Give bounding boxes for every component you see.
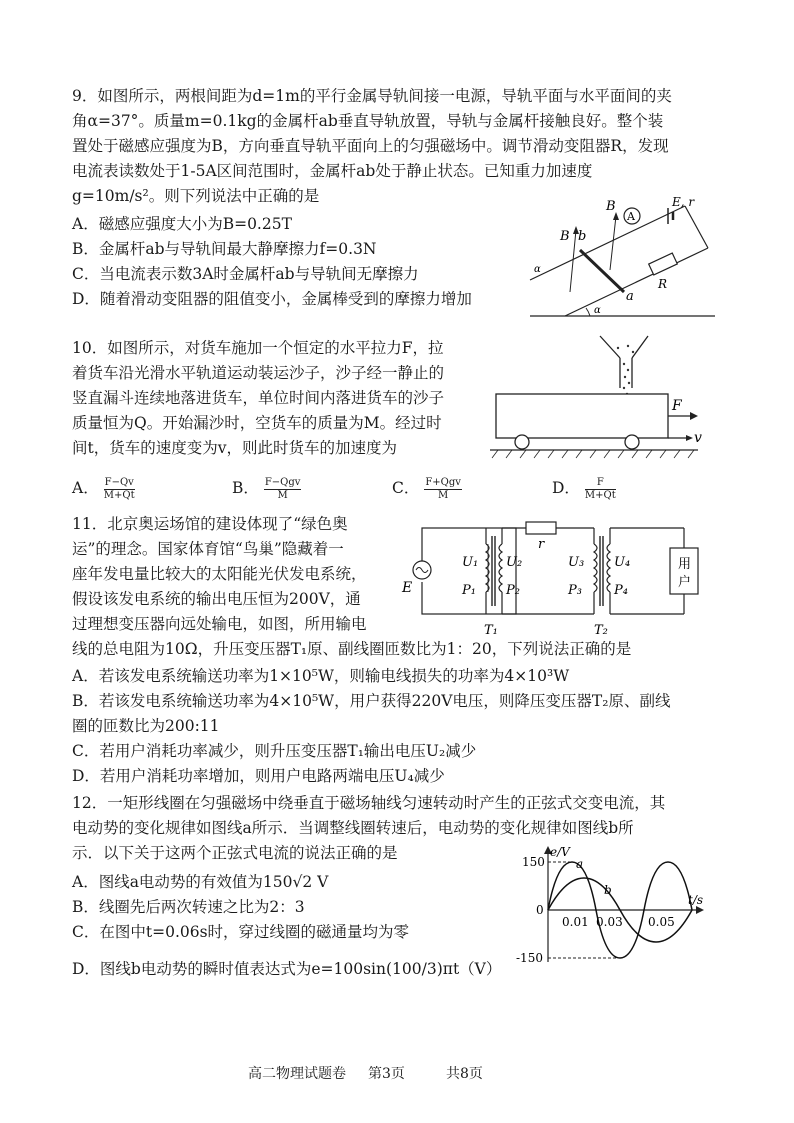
q11-line-1: 11．北京奥运场馆的建设体现了“绿色奥: [72, 515, 348, 533]
q10-line-2: 着货车沿光滑水平轨道运动装运沙子，沙子经一静止的: [72, 364, 445, 382]
footer-total: 共8页: [446, 1066, 483, 1082]
q11-fig-user-1: 用: [678, 557, 692, 572]
q11-fig-label-t1: T₁: [484, 623, 498, 638]
q11-fig-label-u3: U₃: [568, 555, 585, 570]
q11-line-3: 座年发电量比较大的太阳能光伏发电系统，: [72, 565, 367, 583]
q11-line-2: 运”的理念。国家体育馆“鸟巢”隐藏着一: [72, 540, 344, 558]
q10-option-d-den: M+Qt: [584, 489, 616, 501]
q10-cart-figure: [488, 332, 713, 462]
q12-option-c: C．在图中t=0.06s时，穿过线圈的磁通量均为零: [72, 923, 410, 941]
q10-option-b-label: B．: [232, 479, 259, 497]
q11-fig-label-p2: P₂: [506, 583, 520, 598]
q10-option-c-num: F+Qgv: [425, 476, 461, 488]
q9-fig-label-b1: B: [560, 229, 570, 244]
q11-fig-label-u1: U₁: [462, 555, 479, 570]
q10-option-a-label: A．: [72, 479, 99, 497]
q9-fig-label-a: a: [626, 289, 634, 304]
q12-graph-ytop: 150: [522, 855, 545, 869]
q10-option-c-label: C．: [392, 479, 420, 497]
q12-graph-label-b: b: [604, 883, 612, 897]
q11-fig-label-u4: U₄: [614, 555, 631, 570]
q9-fig-label-angle1: α: [534, 264, 541, 275]
q10-line-1: 10．如图所示，对货车施加一个恒定的水平拉力F，拉: [72, 339, 444, 357]
q12-option-a: A．图线a电动势的有效值为150√2 V: [72, 873, 329, 891]
q10-fig-label-f: F: [672, 398, 682, 414]
q9-option-a: A．磁感应强度大小为B=0.25T: [72, 215, 292, 233]
q12-line-3: 示．以下关于这两个正弦式电流的说法正确的是: [72, 844, 398, 862]
q10-option-b-den: M: [277, 489, 288, 501]
q11-option-c: C．若用户消耗功率减少，则升压变压器T₁输出电压U₂减少: [72, 742, 477, 760]
q10-option-a: [72, 476, 135, 502]
q11-option-b-continued: 圈的匝数比为200:11: [72, 717, 220, 735]
q9-option-d: D．随着滑动变阻器的阻值变小，金属棒受到的摩擦力增加: [72, 290, 472, 308]
q10-fig-label-v: v: [694, 430, 702, 446]
q11-fig-label-u2: U₂: [506, 555, 523, 570]
q10-option-c-den: M: [437, 489, 449, 501]
q10-option-a-den: M+Qt: [103, 489, 135, 501]
q10-option-b: [232, 476, 301, 502]
q11-fig-label-p1: P₁: [462, 583, 476, 598]
q11-fig-label-r: r: [538, 537, 545, 552]
q9-line-2: 角α=37°。质量m=0.1kg的金属杆ab垂直导轨放置，导轨与金属杆接触良好。整个装: [72, 112, 664, 130]
q12-graph-origin: 0: [536, 903, 544, 917]
q9-fig-label-b2: B: [606, 199, 616, 214]
q9-option-b: B．金属杆ab与导轨间最大静摩擦力f=0.3N: [72, 240, 377, 258]
q10-option-d-label: D．: [552, 479, 580, 497]
q10-option-d-num: F: [585, 477, 616, 490]
q9-fig-label-b: b: [578, 229, 587, 244]
q9-option-c: C．当电流表示数3A时金属杆ab与导轨间无摩擦力: [72, 265, 419, 283]
footer-subject: 高二物理试题卷: [248, 1066, 346, 1082]
q9-fig-label-angle2: α: [594, 305, 601, 316]
q11-option-d: D．若用户消耗功率增加，则用户电路两端电压U₄减少: [72, 767, 445, 785]
q12-graph-tick-2: 0.03: [596, 915, 623, 929]
q11-fig-label-p4: P₄: [614, 583, 628, 598]
q9-fig-label-r: R: [658, 277, 668, 291]
q9-line-5: g=10m/s²。则下列说法中正确的是: [72, 187, 320, 205]
q12-graph-tick-1: 0.01: [562, 915, 589, 929]
q10-option-c: [392, 476, 462, 502]
q12-line-2: 电动势的变化规律如图线a所示．当调整线圈转速后，电动势的变化规律如图线b所: [72, 819, 634, 837]
q12-line-1: 12．一矩形线圈在匀强磁场中绕垂直于磁场轴线匀速转动时产生的正弦式交变电流，其: [72, 794, 666, 812]
q11-fig-label-e: E: [402, 580, 413, 596]
q11-option-a: A．若该发电系统输送功率为1×10⁵W，则输电线损失的功率为4×10³W: [72, 667, 570, 685]
q10-option-b-num: F−Qgv: [264, 476, 301, 488]
q9-line-1: 9．如图所示，两根间距为d=1m的平行金属导轨间接一电源，导轨平面与水平面间的夹: [72, 87, 672, 105]
q12-graph-ylabel: e/V: [550, 845, 570, 859]
footer-page: 第3页: [368, 1066, 405, 1082]
q10-option-a-num: F−Qv: [104, 476, 134, 488]
q9-fig-label-source: E, r: [672, 195, 695, 209]
q10-line-3: 竖直漏斗连续地落进货车，单位时间内落进货车的沙子: [72, 389, 445, 407]
q11-fig-label-p3: P₃: [568, 583, 582, 598]
q9-fig-label-ammeter: A: [627, 210, 635, 223]
q12-emf-graph: [516, 845, 710, 968]
q9-line-4: 电流表读数处于1-5A区间范围时，金属杆ab处于静止状态。已知重力加速度: [72, 162, 593, 180]
q11-option-b: B．若该发电系统输送功率为4×10⁵W，用户获得220V电压，则降压变压器T₂原、副线: [72, 692, 671, 710]
q11-fig-label-t2: T₂: [594, 623, 608, 638]
q9-rail-figure: [520, 196, 720, 324]
q9-line-3: 置处于磁感应强度为B，方向垂直导轨平面向上的匀强磁场中。调节滑动变阻器R，发现: [72, 137, 669, 155]
q12-graph-tick-3: 0.05: [648, 915, 675, 929]
q12-graph-label-a: a: [576, 857, 584, 871]
q11-line-6: 线的总电阻为10Ω，升压变压器T₁原、副线圈匝数比为1：20，下列说法正确的是: [72, 640, 632, 658]
q11-fig-user-2: 户: [678, 575, 692, 590]
q12-graph-ybottom: -150: [516, 951, 543, 965]
q10-option-d: [552, 476, 616, 502]
q10-line-4: 质量恒为Q。开始漏沙时，空货车的质量为M。经过时: [72, 414, 442, 432]
q11-line-4: 假设该发电系统的输出电压恒为200V，通: [72, 590, 361, 608]
q12-option-b: B．线圈先后两次转速之比为2：3: [72, 898, 305, 916]
q11-line-5: 过理想变压器向远处输电，如图，所用输电: [72, 615, 367, 633]
q10-line-5: 间t，货车的速度变为v，则此时货车的加速度为: [72, 439, 397, 457]
q12-option-d: D．图线b电动势的瞬时值表达式为e=100sin(100/3)πt（V）: [72, 960, 502, 978]
q11-circuit-figure: [398, 514, 708, 638]
q12-graph-xlabel: t/s: [688, 893, 704, 907]
